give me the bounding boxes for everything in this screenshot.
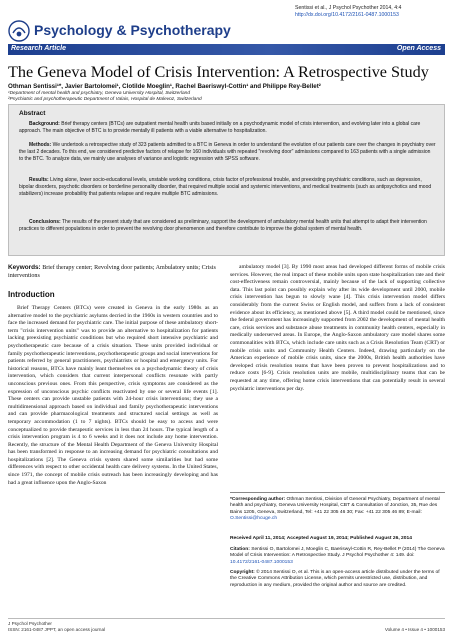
article-type-banner	[8, 44, 445, 55]
abstract-box	[8, 104, 445, 256]
citation-header	[295, 5, 445, 18]
citation-label: Citation:	[230, 547, 250, 552]
corresponding-author	[230, 497, 445, 523]
journal-header	[8, 20, 445, 42]
copyright-label: Copyright:	[230, 570, 255, 575]
conclusions-label: Conclusions:	[29, 219, 61, 225]
doi-link[interactable]: http://dx.doi.org/10.4172/2161-0487.1000153	[295, 11, 399, 18]
keywords	[8, 264, 218, 280]
affiliation-2: ²Psychiatric and psychotherapeutic Department of Valais, Hospital de Malevoz, Switzerland	[8, 97, 202, 102]
article-title: The Geneva Model of Crisis Intervention: A Retrospective Study	[8, 63, 429, 81]
keywords-label: Keywords:	[8, 264, 41, 271]
citation-body: Sentissi O, Bartolomei J, Moeglin C, Baeriswyl-Cottin R, Rey-Bellet P (2014) The Geneva Model of Crisis Intervention: A Retrospective Study. J Psychol Psychother 4: 149. doi:	[230, 547, 445, 559]
abstract-conclusions	[19, 219, 436, 233]
results-text: Living alone, lower socio-educational levels, unstable working conditions, crisis factor of professional trouble, and preexisting psychiatric conditions, such as depression, bipolar disorders, psychotic disorders or borderline personality disorder, that required multiple social and systemic interventions, and medical treatments (such as antipsychotics and mood stabilizers) increase probability that patients relapse and require multiple BTC admissions.	[19, 177, 432, 198]
citation-text: Sentissi et al., J Psychol Psychother 2014, 4:4	[295, 5, 402, 11]
citation-doi-link[interactable]: 10.4172/2161-0487.1000153	[230, 559, 293, 565]
methods-text: We undertook a retrospective study of 323 patients admitted to a BTC in Geneva in order to understand the evolution of our patients care over the changes in psychiatry over the last 2 decades. To this end, we considered predictive factors of relapse for 160 individuals with repeated "revolving door" admissions compared to 163 patients with a single admission to the BTC. To analyze data, we mainly use analyses of variance and logistic regression with SPSS software.	[19, 142, 436, 163]
abstract-background	[19, 121, 436, 135]
citation-block	[230, 547, 445, 566]
abstract-results	[19, 177, 436, 198]
received-dates	[230, 536, 445, 542]
conclusions-text: The results of the present study that are considered as preliminary, support the development of ambulatory mental health units that attempt to adapt their intervention practices to different populations in order to prevent the revolving door phenomenon and therefore contribute to improve the global system of mental health.	[19, 219, 427, 233]
copyright-text: © 2014 Sentissi O, et al. This is an open-access article distributed under the terms of the Creative Commons Attribution License, which permits unrestricted use, distribution, and reproduction in any medium, provided the original author and source are credited.	[230, 570, 440, 588]
footer-divider	[8, 618, 445, 619]
introduction-right-column: ambulatory model [3]. By 1990 most areas had developed different forms of mobile crisis services. However, the real impact of these mobile units upon state hospitalization rate and their cost-effectiveness remain controversial, mainly because of the lack of supporting collective data. This last point can possibly explain why after its wide development until 2000, mobile crisis intervention has begun to slowly wane [4]. This crisis intervention model differs considerably from the current Swiss or English model, and suffers from a lack of consistent evidence about its efficiency, as mentioned above [5]. A third model could be mentioned, since the federal government has increasingly supported from 2002 the development of mental health care, crisis services and substance abuse treatments in community health centers, especially in medically underserved areas. In Europe, the Anglo-Saxon ambulatory care model shares some commonalities with BTCs, which include care units such as a Crisis Resolution Team (CRT) or mobile crisis units and Community Health Centers. Indeed, drawing particularly on the American experience of mobile crisis units, since the 2000s, British health authorities have developed crisis resolution teams that have been proven to prevent hospitalizations and to reduce costs [6-9]. Crisis resolution units are mobile, multidisciplinary teams that can be requested at any time, offering home crisis interventions that can potentially result in several psychiatric interventions per day.	[230, 264, 445, 392]
footer-issn: ISSN: 2161-0487 JPPT, an open access journal	[8, 627, 106, 632]
footer-volume: Volume 4 • Issue 4 • 1000153	[384, 627, 445, 632]
author-list: Othman Sentissi¹*, Javier Bartolomei¹, Clotilde Moeglin¹, Rachel Baeriswyl-Cottin¹ and Philippe Rey-Bellet²	[8, 83, 321, 90]
open-access-label: Open Access	[396, 45, 441, 52]
journal-logo-icon	[8, 20, 30, 42]
email-link[interactable]: O.Sentissi@hcuge.ch	[230, 516, 278, 522]
journal-name: Psychology & Psychotherapy	[34, 22, 231, 38]
abstract-methods	[19, 142, 436, 163]
keywords-text: Brief therapy center; Revolving door patients; Ambulatory units; Crisis interventions	[8, 265, 216, 279]
footer-journal: J Psychol Psychother	[8, 621, 52, 626]
introduction-heading: Introduction	[8, 290, 55, 299]
methods-label: Methods:	[29, 142, 52, 148]
background-label: Background:	[29, 121, 60, 127]
corresponding-text: Othman Sentissi, Division of General Psychiatry, Department of mental health and psychiatry, Geneva University Hospital, CBT & Consultation of Jonction, 35, Rue des Bains 1205, Geneva, Switzerland, Tel: +41 22 305 46 30; Fax: +41 22 305 46 89; E-mail:	[230, 497, 440, 515]
divider	[230, 492, 445, 493]
footer-left	[8, 621, 105, 633]
copyright-block	[230, 570, 445, 589]
results-label: Results:	[29, 177, 49, 183]
received-text: Received April 11, 2014; Accepted August 19, 2014; Published August 26, 2014	[230, 536, 412, 541]
abstract-heading: Abstract	[19, 110, 46, 117]
article-type-label: Research Article	[11, 45, 66, 52]
affiliation-1: ¹Department of mental health and psychiatry, Geneva University Hospital, Switzerland	[8, 91, 191, 96]
introduction-left-column: Brief Therapy Centers (BTCs) were created in Geneva in the early 1980s as an alternative model to the psychiatric asylums decried in the 1960s in western countries and to face the increased demand for psychiatric care. The initial purpose of these ambulatory short-term "crisis intervention units" was to provide an alternative to hospitalization for patients lacking preexisting psychiatric conditions but who required short intensive psychiatric and psychotherapeutic care because of a crisis situation. These units provided individual or family psychotherapeutic interventions, psychotherapeutic groups and social interventions for patients referred by general practitioners, psychiatrists or hospital and emergency units. For historical reasons, BTCs have mainly leant themselves on a psychodynamic theory of crisis intervention, which considers that current interpersonal conflicts resonate with partly unconscious previous ones. From this perspective, crisis symptoms are considered as the expression of unconscious psychic conflicts reactivated by one or several life events [1]. These centers can provide unstable patients with 24-hour crisis interventions; they use a multidimensional approach based on individual and family psychotherapeutic interventions and can provide pharmacological treatments and structured social settings as well as temporary accommodation (1 to 7 nights). BTCs should be easy to access and were conceptualized to provide therapeutic services in less than 24 hours. The typical length of a crisis intervention program is 4 to 6 weeks and it does not include any home intervention. Recently, the structure of the Mental Health Department of the Geneva University Hospital has been transformed in response to an increasing demand for psychiatric consultations and hospitalizations [2]. The Geneva crisis system shared some similarities but had some differences with respect to other occidental health care delivery systems. In the United States, since 1971, the concept of mobile crisis outreach has been increasingly developing and has had a great influence upon the Anglo-Saxon	[8, 305, 218, 486]
background-text: Brief therapy centers (BTCs) are outpatient mental health units based initially on a psychodynamic model of crisis intervention, and evolving later into a global care approach. The main objective of BTC is to provide mentally ill patients with a viable alternative to hospitalization.	[19, 121, 421, 135]
corresponding-label: *Corresponding author:	[230, 497, 286, 502]
